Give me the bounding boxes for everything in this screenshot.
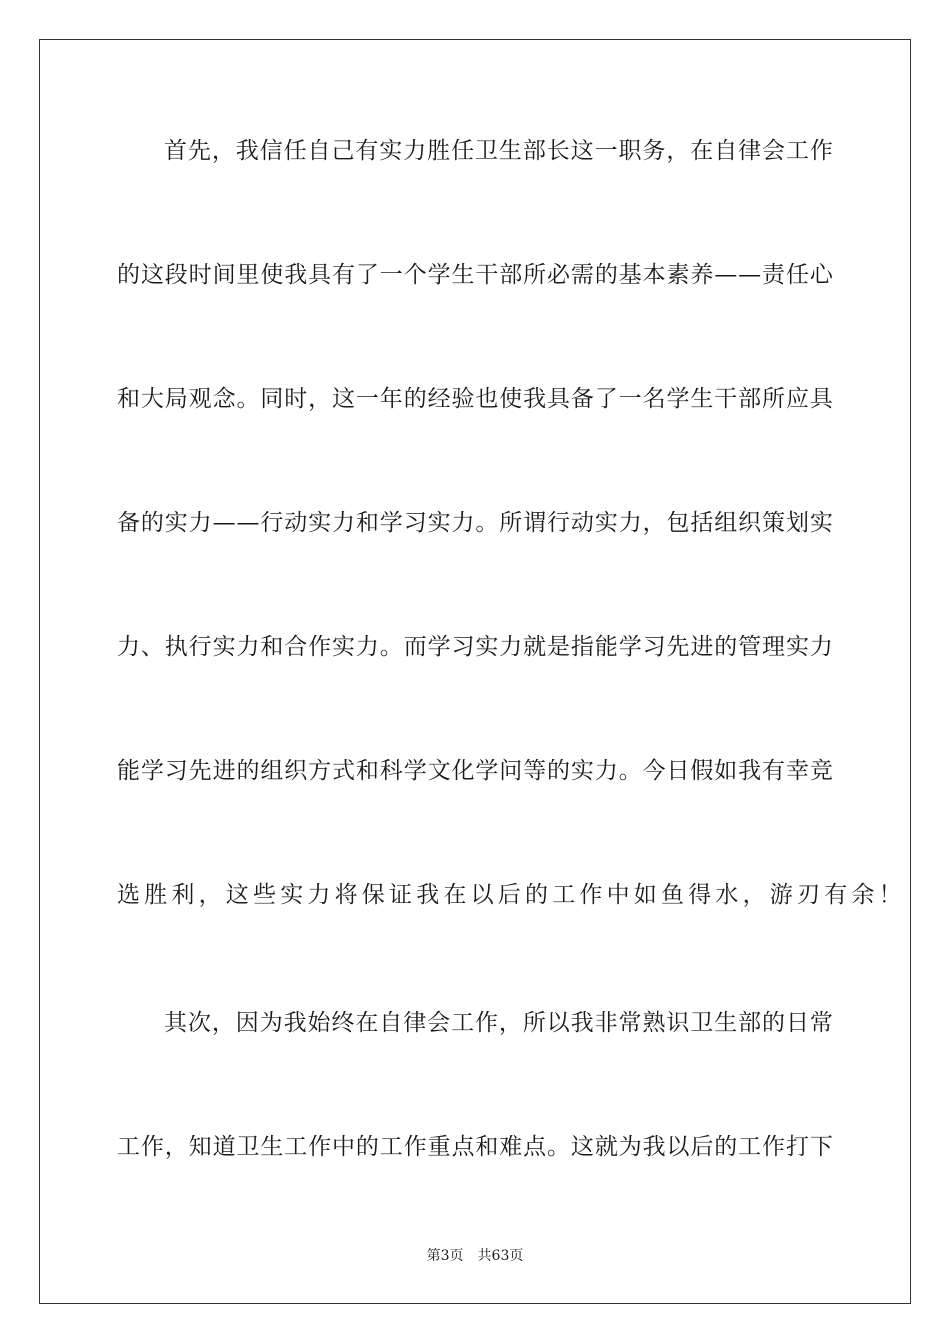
paragraph-line: 备 的 实 力 — — 行 动 实 力 和 学 习 实 力 。 所 谓 行 动 实 力 ， 包 括 组 织 策 划 实 <box>117 510 833 536</box>
page-number: 第3页 <box>426 1248 464 1264</box>
page-frame <box>39 39 911 1304</box>
paragraph-line: 工 作 ， 知 道 卫 生 工 作 中 的 工 作 重 点 和 难 点 。 这 就 为 我 以 后 的 工 作 打 下 <box>117 1134 833 1160</box>
page-total: 共63页 <box>477 1248 524 1264</box>
paragraph-line: 首 先 ， 我 信 任 自 己 有 实 力 胜 任 卫 生 部 长 这 一 职 务 ， 在 自 律 会 工 作 <box>164 138 833 164</box>
paragraph-line: 其 次 ， 因 为 我 始 终 在 自 律 会 工 作 ， 所 以 我 非 常 熟 识 卫 生 部 的 日 常 <box>164 1010 833 1036</box>
paragraph-line: 的 这 段 时 间 里 使 我 具 有 了 一 个 学 生 干 部 所 必 需 的 基 本 素 养 — — 责 任 心 <box>117 262 833 288</box>
paragraph-line: 能 学 习 先 进 的 组 织 方 式 和 科 学 文 化 学 问 等 的 实 力 。 今 日 假 如 我 有 幸 竞 <box>117 758 833 784</box>
paragraph-line: 力 、 执 行 实 力 和 合 作 实 力 。 而 学 习 实 力 就 是 指 能 学 习 先 进 的 管 理 实 力 <box>117 634 833 660</box>
paragraph-line: 选胜利，这些实力将保证我在以后的工作中如鱼得水，游刃有余！ <box>117 882 906 908</box>
paragraph-line: 和 大 局 观 念 。 同 时 ， 这 一 年 的 经 验 也 使 我 具 备 了 一 名 学 生 干 部 所 应 具 <box>117 386 833 412</box>
page-footer <box>0 1246 950 1266</box>
